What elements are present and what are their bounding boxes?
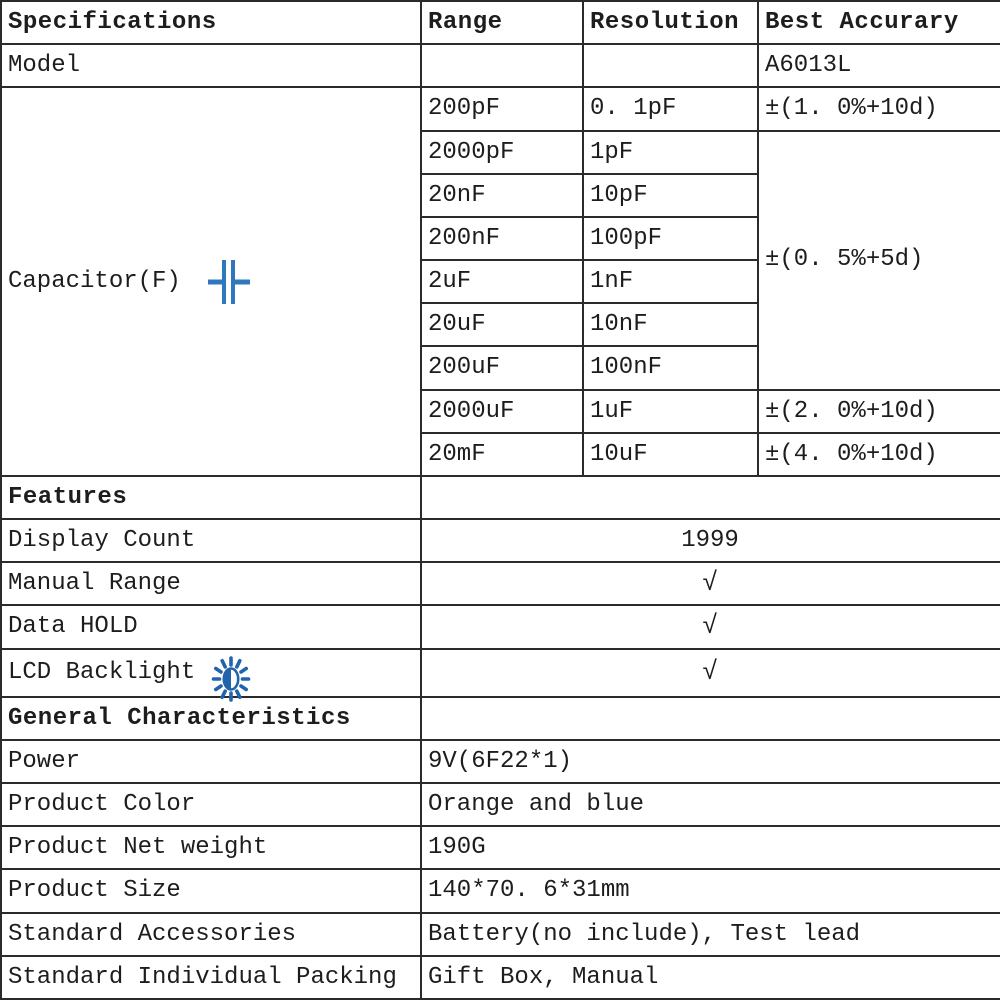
header-specifications: Specifications xyxy=(1,1,421,44)
product-color-row xyxy=(1,783,1000,826)
resolution-cell: 100pF xyxy=(583,217,758,260)
power-value: 9V(6F22*1) xyxy=(421,740,1000,783)
product-size-row xyxy=(1,869,1000,912)
resolution-cell: 10nF xyxy=(583,303,758,346)
model-resolution-cell xyxy=(583,44,758,87)
capacitor-row-200pF xyxy=(1,87,1000,130)
product-net-weight-row xyxy=(1,826,1000,869)
range-cell: 20nF xyxy=(421,174,583,217)
capacitor-icon xyxy=(207,256,251,308)
general-title-empty-cell xyxy=(421,697,1000,740)
product-color-value: Orange and blue xyxy=(421,783,1000,826)
standard-individual-packing-row xyxy=(1,956,1000,999)
accuracy-cell: ±(4. 0%+10d) xyxy=(758,433,1000,476)
product-net-weight-label: Product Net weight xyxy=(1,826,421,869)
data-hold-check: √ xyxy=(421,605,1000,648)
range-cell: 2000uF xyxy=(421,390,583,433)
standard-individual-packing-label: Standard Individual Packing xyxy=(1,956,421,999)
lcd-backlight-check: √ xyxy=(421,649,1000,697)
header-row xyxy=(1,1,1000,44)
product-net-weight-value: 190G xyxy=(421,826,1000,869)
general-title: General Characteristics xyxy=(1,697,421,740)
model-row xyxy=(1,44,1000,87)
resolution-cell: 0. 1pF xyxy=(583,87,758,130)
display-count-row xyxy=(1,519,1000,562)
display-count-label: Display Count xyxy=(1,519,421,562)
product-size-label: Product Size xyxy=(1,869,421,912)
model-range-cell xyxy=(421,44,583,87)
standard-accessories-label: Standard Accessories xyxy=(1,913,421,956)
manual-range-row xyxy=(1,562,1000,605)
model-label: Model xyxy=(1,44,421,87)
resolution-cell: 10pF xyxy=(583,174,758,217)
standard-accessories-row xyxy=(1,913,1000,956)
general-title-row xyxy=(1,697,1000,740)
resolution-cell: 10uF xyxy=(583,433,758,476)
standard-individual-packing-value: Gift Box, Manual xyxy=(421,956,1000,999)
manual-range-check: √ xyxy=(421,562,1000,605)
range-cell: 200nF xyxy=(421,217,583,260)
range-cell: 20uF xyxy=(421,303,583,346)
range-cell: 2000pF xyxy=(421,131,583,174)
model-value: A6013L xyxy=(758,44,1000,87)
accuracy-cell: ±(2. 0%+10d) xyxy=(758,390,1000,433)
resolution-cell: 100nF xyxy=(583,346,758,389)
lcd-backlight-label-cell xyxy=(1,649,421,697)
product-color-label: Product Color xyxy=(1,783,421,826)
lcd-backlight-label: LCD Backlight xyxy=(8,659,196,687)
header-range: Range xyxy=(421,1,583,44)
capacitor-label: Capacitor(F) xyxy=(8,268,181,296)
backlight-icon xyxy=(211,656,251,702)
product-size-value: 140*70. 6*31mm xyxy=(421,869,1000,912)
capacitor-label-cell xyxy=(1,87,421,476)
standard-accessories-value: Battery(no include), Test lead xyxy=(421,913,1000,956)
display-count-value: 1999 xyxy=(421,519,1000,562)
features-title: Features xyxy=(1,476,421,519)
header-resolution: Resolution xyxy=(583,1,758,44)
header-best-accuracy: Best Accurary xyxy=(758,1,1000,44)
features-title-row xyxy=(1,476,1000,519)
range-cell: 200pF xyxy=(421,87,583,130)
accuracy-cell: ±(1. 0%+10d) xyxy=(758,87,1000,130)
range-cell: 200uF xyxy=(421,346,583,389)
features-title-empty-cell xyxy=(421,476,1000,519)
power-label: Power xyxy=(1,740,421,783)
data-hold-row xyxy=(1,605,1000,648)
accuracy-merged-cell: ±(0. 5%+5d) xyxy=(758,131,1000,390)
range-cell: 20mF xyxy=(421,433,583,476)
resolution-cell: 1nF xyxy=(583,260,758,303)
resolution-cell: 1uF xyxy=(583,390,758,433)
data-hold-label: Data HOLD xyxy=(1,605,421,648)
power-row xyxy=(1,740,1000,783)
range-cell: 2uF xyxy=(421,260,583,303)
lcd-backlight-row xyxy=(1,649,1000,697)
manual-range-label: Manual Range xyxy=(1,562,421,605)
resolution-cell: 1pF xyxy=(583,131,758,174)
